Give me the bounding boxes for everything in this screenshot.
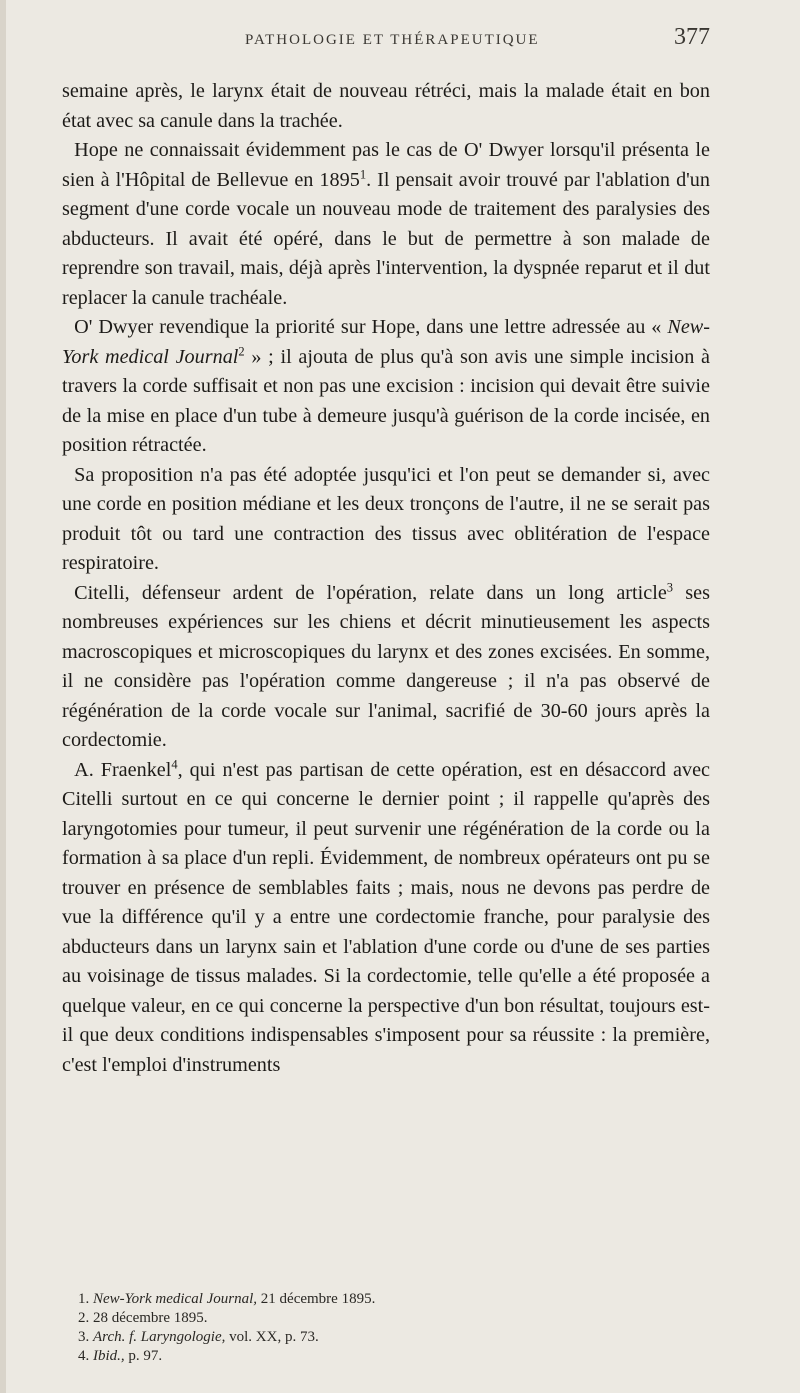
footnote-ref-1[interactable]: 1 (359, 166, 367, 181)
paragraph-6: A. Fraenkel$^4$, qui n'est pas partisan de cette opération, est en désaccord avec Citelli surtout en ce qui concerne le dernier point ; il rappelle qu'après des laryngotomies pour tumeur, il peut survenir une régénération de la corde ou la formation à sa place d'un repli. Évidemment, de nombreux opérateurs ont pu se trouver en présence de semblables faits ; mais, nous ne devons pas perdre de vue la différence qu'il y a entre une cordectomie franche, pour paralysie des abducteurs dans un larynx sain et l'ablation d'une corde ou d'une de ses parties au voisinage de tissus malades. Si la cordectomie, telle qu'elle a été proposée a quelque valeur, en ce qui concerne la perspective d'un bon résultat, toujours est-il que deux conditions indispensables s'imposent pour sa réussite : la première, c'est l'emploi d'instruments (62, 756, 710, 1076)
footnotes (78, 1290, 638, 1366)
journal-title: New-York medical Journal (62, 316, 710, 368)
paragraph-5: Citelli, défenseur ardent de l'opération, relate dans un long article$^3$ ses nombreuses expériences sur les chiens et décrit minutieusement les aspects macroscopiques et microscopiques du larynx et des zones excisées. En somme, il ne considère pas l'opération comme dangereuse ; il n'a pas observé de régénération de la corde vocale sur l'animal, sacrifié de 30-60 jours après la cordectomie. (62, 579, 710, 751)
footnote-3: 3. Arch. f. Laryngologie, vol. XX, p. 73. (78, 1329, 319, 1345)
paragraph-1: semaine après, le larynx était de nouveau rétréci, mais la malade était en bon état avec sa canule dans la trachée. (62, 80, 710, 132)
footnote-4: 4. Ibid., p. 97. (78, 1348, 163, 1364)
footnote-2: 2. 28 décembre 1895. (78, 1310, 208, 1326)
footnote-ref-3[interactable]: 3 (666, 579, 674, 594)
page-edge-shadow (0, 0, 6, 1393)
page-header (60, 22, 710, 52)
paragraph-4: Sa proposition n'a pas été adoptée jusqu'ici et l'on peut se demander si, avec une corde en position médiane et les deux tronçons de l'autre, il ne se serait pas produit tôt ou tard une contraction des tissus avec oblitération de l'espace respiratoire. (62, 463, 710, 574)
running-head: PATHOLOGIE ET THÉRAPEUTIQUE (245, 32, 540, 48)
footnote-1: 1. New-York medical Journal, 21 décembre 1895. (78, 1291, 376, 1307)
footnote-ref-2[interactable]: 2 (238, 343, 245, 358)
footnote-ref-4[interactable]: 4 (171, 756, 178, 771)
paragraph-3: O' Dwyer revendique la priorité sur Hope, dans une lettre adressée au « New-York medical Journal$^2$ » ; il ajouta de plus qu'à son avis une simple incision à travers la corde suffisait et non pas une excision : incision qui devait être suivie de la mise en place d'un tube à demeure jusqu'à guérison de la corde incisée, en position rétractée. (62, 316, 710, 456)
body-text (62, 77, 710, 1080)
paragraph-2: Hope ne connaissait évidemment pas le cas de O' Dwyer lorsqu'il présenta le sien à l'Hôpital de Bellevue en 1895$^1$. Il pensait avoir trouvé par l'ablation d'un segment d'une corde vocale un nouveau mode de traitement des paralysies des abducteurs. Il avait été opéré, dans le but de permettre à son malade de reprendre son travail, mais, déjà après l'intervention, la dyspnée reparut et il dut replacer la canule trachéale. (62, 139, 710, 309)
page-number: 377 (674, 24, 710, 50)
